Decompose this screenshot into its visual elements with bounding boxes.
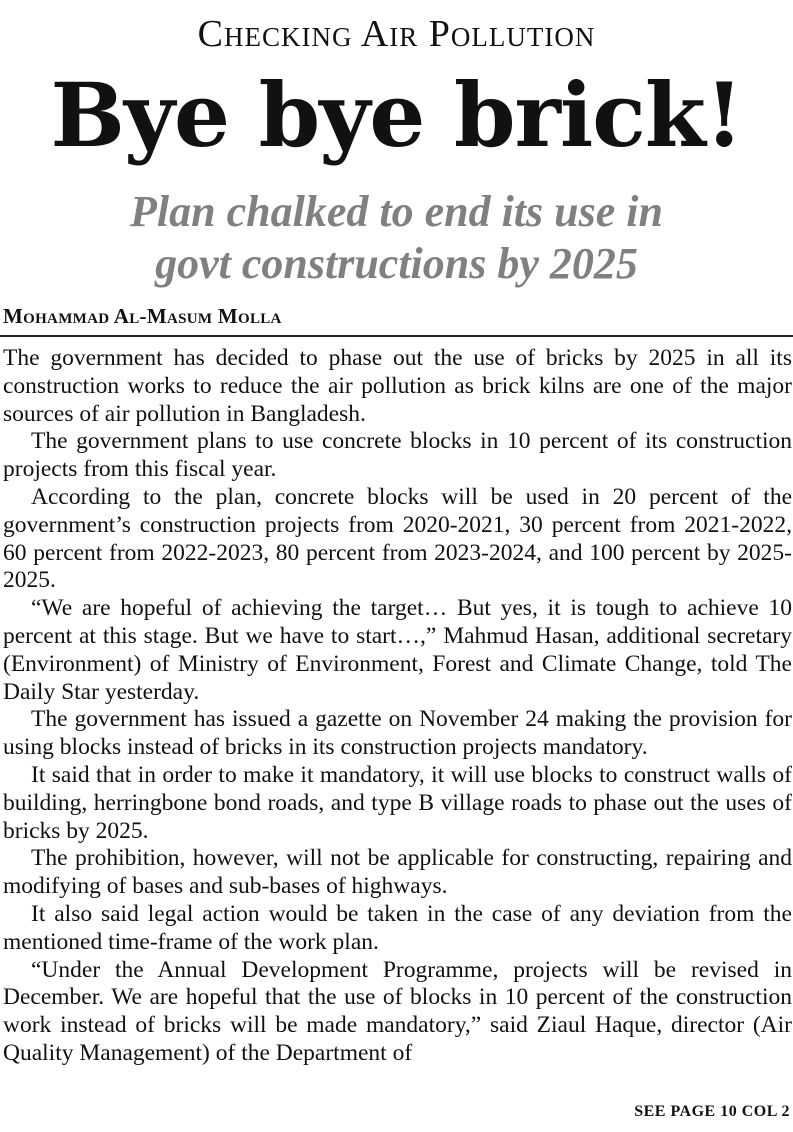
body-paragraph: The prohibition, however, will not be applicable for constructing, repairing and modifying of bases and sub-bases of highways. <box>3 845 792 900</box>
body-paragraph: It also said legal action would be taken in the case of any deviation from the mentioned time-frame of the work plan. <box>3 900 792 955</box>
article-headline: Bye bye brick! <box>50 63 743 167</box>
article-kicker: Checking Air Pollution <box>197 13 596 55</box>
body-paragraph: According to the plan, concrete blocks will be used in 20 percent of the government’s construction projects from 2020-2021, 30 percent from 2021-2022, 60 percent from 2022-2023, 80 percent from 2023-2024, and 100 percent by 2025-2025. <box>3 483 792 594</box>
body-paragraph: The government has decided to phase out the use of bricks by 2025 in all its construction works to reduce the air pollution as brick kilns are one of the major sources of air pollution in Bangladesh. <box>3 345 792 427</box>
continued-on-link[interactable]: SEE PAGE 10 COL 2 <box>634 1103 790 1120</box>
article-body <box>3 345 792 1068</box>
byline-divider <box>0 335 793 337</box>
body-paragraph: “We are hopeful of achieving the target… But yes, it is tough to achieve 10 percent at this stage. But we have to start…,” Mahmud Hasan, additional secretary (Environment) of Ministry of Environment, Forest and Climate Change, told The Daily Star yesterday. <box>3 595 792 705</box>
article-subhead <box>0 186 793 290</box>
body-paragraph: It said that in order to make it mandatory, it will use blocks to construct walls of building, herringbone bond roads, and type B village roads to phase out the uses of bricks by 2025. <box>3 761 792 844</box>
body-paragraph: The government plans to use concrete blocks in 10 percent of its construction projects from this fiscal year. <box>3 428 792 483</box>
subhead-line: govt constructions by 2025 <box>155 239 638 288</box>
body-paragraph: The government has issued a gazette on November 24 making the provision for using blocks instead of bricks in its construction projects mandatory. <box>3 706 792 761</box>
body-paragraph: “Under the Annual Development Programme, projects will be revised in December. We are hopeful that the use of blocks in 10 percent of the construction work instead of bricks will be made mandatory,” said Ziaul Haque, director (Air Quality Management) of the Department of <box>3 956 792 1066</box>
subhead-line: Plan chalked to end its use in <box>130 187 663 236</box>
article-byline: Mohammad Al-Masum Molla <box>3 304 282 328</box>
